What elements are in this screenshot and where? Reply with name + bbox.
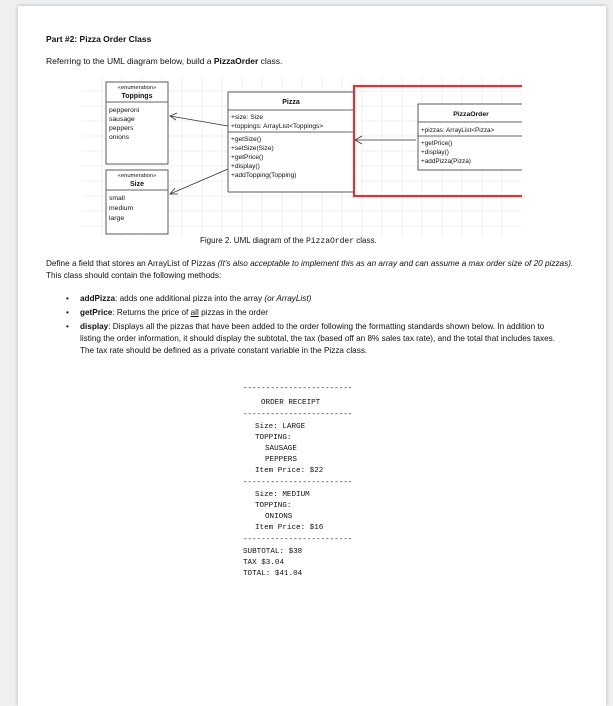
list-item — [66, 321, 566, 357]
method-underline: all — [190, 308, 199, 317]
list-item — [66, 307, 566, 319]
pizza-field: +toppings: ArrayList<Toppings> — [231, 123, 324, 130]
pizza-method: +display() — [231, 163, 260, 170]
caption-code: PizzaOrder — [305, 237, 354, 246]
pizza-method: +addTopping(Topping) — [231, 172, 297, 179]
receipt-divider: ------------------------ — [243, 385, 353, 393]
method-italic: (or ArrayList) — [264, 294, 312, 303]
define-text: Define a field that stores an ArrayList of Pizzas — [46, 259, 218, 268]
method-description: : adds one additional pizza into the array — [115, 294, 265, 303]
pizzaorder-method: +addPizza(Pizza) — [421, 158, 471, 165]
pizza-class-name: Pizza — [282, 99, 300, 106]
receipt-topping-label: TOPPING: — [255, 434, 292, 442]
caption-prefix: Figure 2. UML diagram of the — [200, 236, 306, 245]
intro-text — [46, 56, 282, 66]
order-receipt — [243, 384, 353, 593]
receipt-tax: TAX $3.04 — [243, 559, 285, 567]
pizza-method: +getSize() — [231, 136, 262, 143]
pizza-method: +getPrice() — [231, 154, 264, 161]
method-name: getPrice — [80, 308, 113, 317]
size-enum-box — [106, 170, 168, 234]
size-value: small — [109, 195, 125, 202]
method-description: : Displays all the pizzas that have been added to the order following the formatting standards shown below. In addition to listing the order information, it should display the subtotal, the tax (based off an 8% sales tax rate), and the total that includes taxes. The tax rate should be defined as a private constant variable in the Pizza class. — [80, 322, 555, 355]
bullet-icon: • — [66, 308, 69, 317]
size-value: medium — [109, 205, 134, 212]
size-stereotype: «enumeration» — [117, 173, 157, 179]
receipt-divider: ------------------------ — [243, 536, 353, 544]
toppings-enum-box — [106, 82, 168, 164]
receipt-divider: ------------------------ — [243, 479, 353, 487]
pizza-field: +size: Size — [231, 114, 264, 121]
receipt-topping: ONIONS — [265, 513, 293, 521]
section-heading: Part #2: Pizza Order Class — [46, 34, 152, 44]
intro-class-name: PizzaOrder — [213, 56, 259, 66]
bullet-icon: • — [66, 322, 69, 331]
pizza-class-box — [228, 92, 354, 192]
toppings-name: Toppings — [121, 93, 153, 100]
document-page — [18, 6, 606, 706]
toppings-stereotype: «enumeration» — [117, 85, 157, 91]
define-text-2: This class should contain the following methods: — [46, 271, 222, 280]
receipt-size: Size: LARGE — [255, 423, 306, 431]
receipt-item-price: Item Price: $16 — [255, 524, 324, 532]
pizzaorder-field: +pizzas: ArrayList<Pizza> — [421, 127, 495, 134]
receipt-subtotal: SUBTOTAL: $38 — [243, 548, 303, 556]
toppings-value: sausage — [109, 116, 135, 123]
receipt-topping-label: TOPPING: — [255, 502, 292, 510]
receipt-topping: PEPPERS — [265, 456, 297, 464]
receipt-item-price: Item Price: $22 — [255, 467, 324, 475]
receipt-title: ORDER RECEIPT — [261, 399, 321, 407]
intro-prefix: Referring to the UML diagram below, build a — [46, 56, 214, 66]
pizza-method: +setSize(Size) — [231, 145, 274, 152]
figure-caption — [200, 236, 377, 246]
pizzaorder-method: +getPrice() — [421, 140, 453, 147]
pizzaorder-method: +display() — [421, 149, 449, 156]
define-paragraph — [46, 258, 576, 282]
toppings-value: onions — [109, 134, 130, 141]
toppings-value: pepperoni — [109, 107, 140, 114]
pizzaorder-class-box — [418, 104, 522, 170]
methods-list — [66, 293, 566, 359]
method-name: display — [80, 322, 109, 331]
pizzaorder-class-name: PizzaOrder — [453, 111, 489, 118]
list-item — [66, 293, 566, 305]
method-description: : Returns the price of — [112, 308, 191, 317]
size-value: large — [109, 215, 125, 222]
method-description-2: pizzas in the order — [198, 308, 268, 317]
caption-suffix: class. — [354, 236, 377, 245]
receipt-divider: ------------------------ — [243, 411, 353, 419]
uml-diagram — [82, 76, 522, 238]
intro-suffix: class. — [258, 56, 283, 66]
receipt-size: Size: MEDIUM — [255, 491, 310, 499]
receipt-topping: SAUSAGE — [265, 445, 297, 453]
toppings-value: peppers — [109, 125, 134, 132]
define-italic: (It's also acceptable to implement this as an array and can assume a max order size of 20 pizzas). — [217, 259, 574, 268]
size-name: Size — [129, 181, 145, 188]
method-name: addPizza — [80, 294, 116, 303]
bullet-icon: • — [66, 294, 69, 303]
receipt-total: TOTAL: $41.04 — [243, 570, 303, 578]
